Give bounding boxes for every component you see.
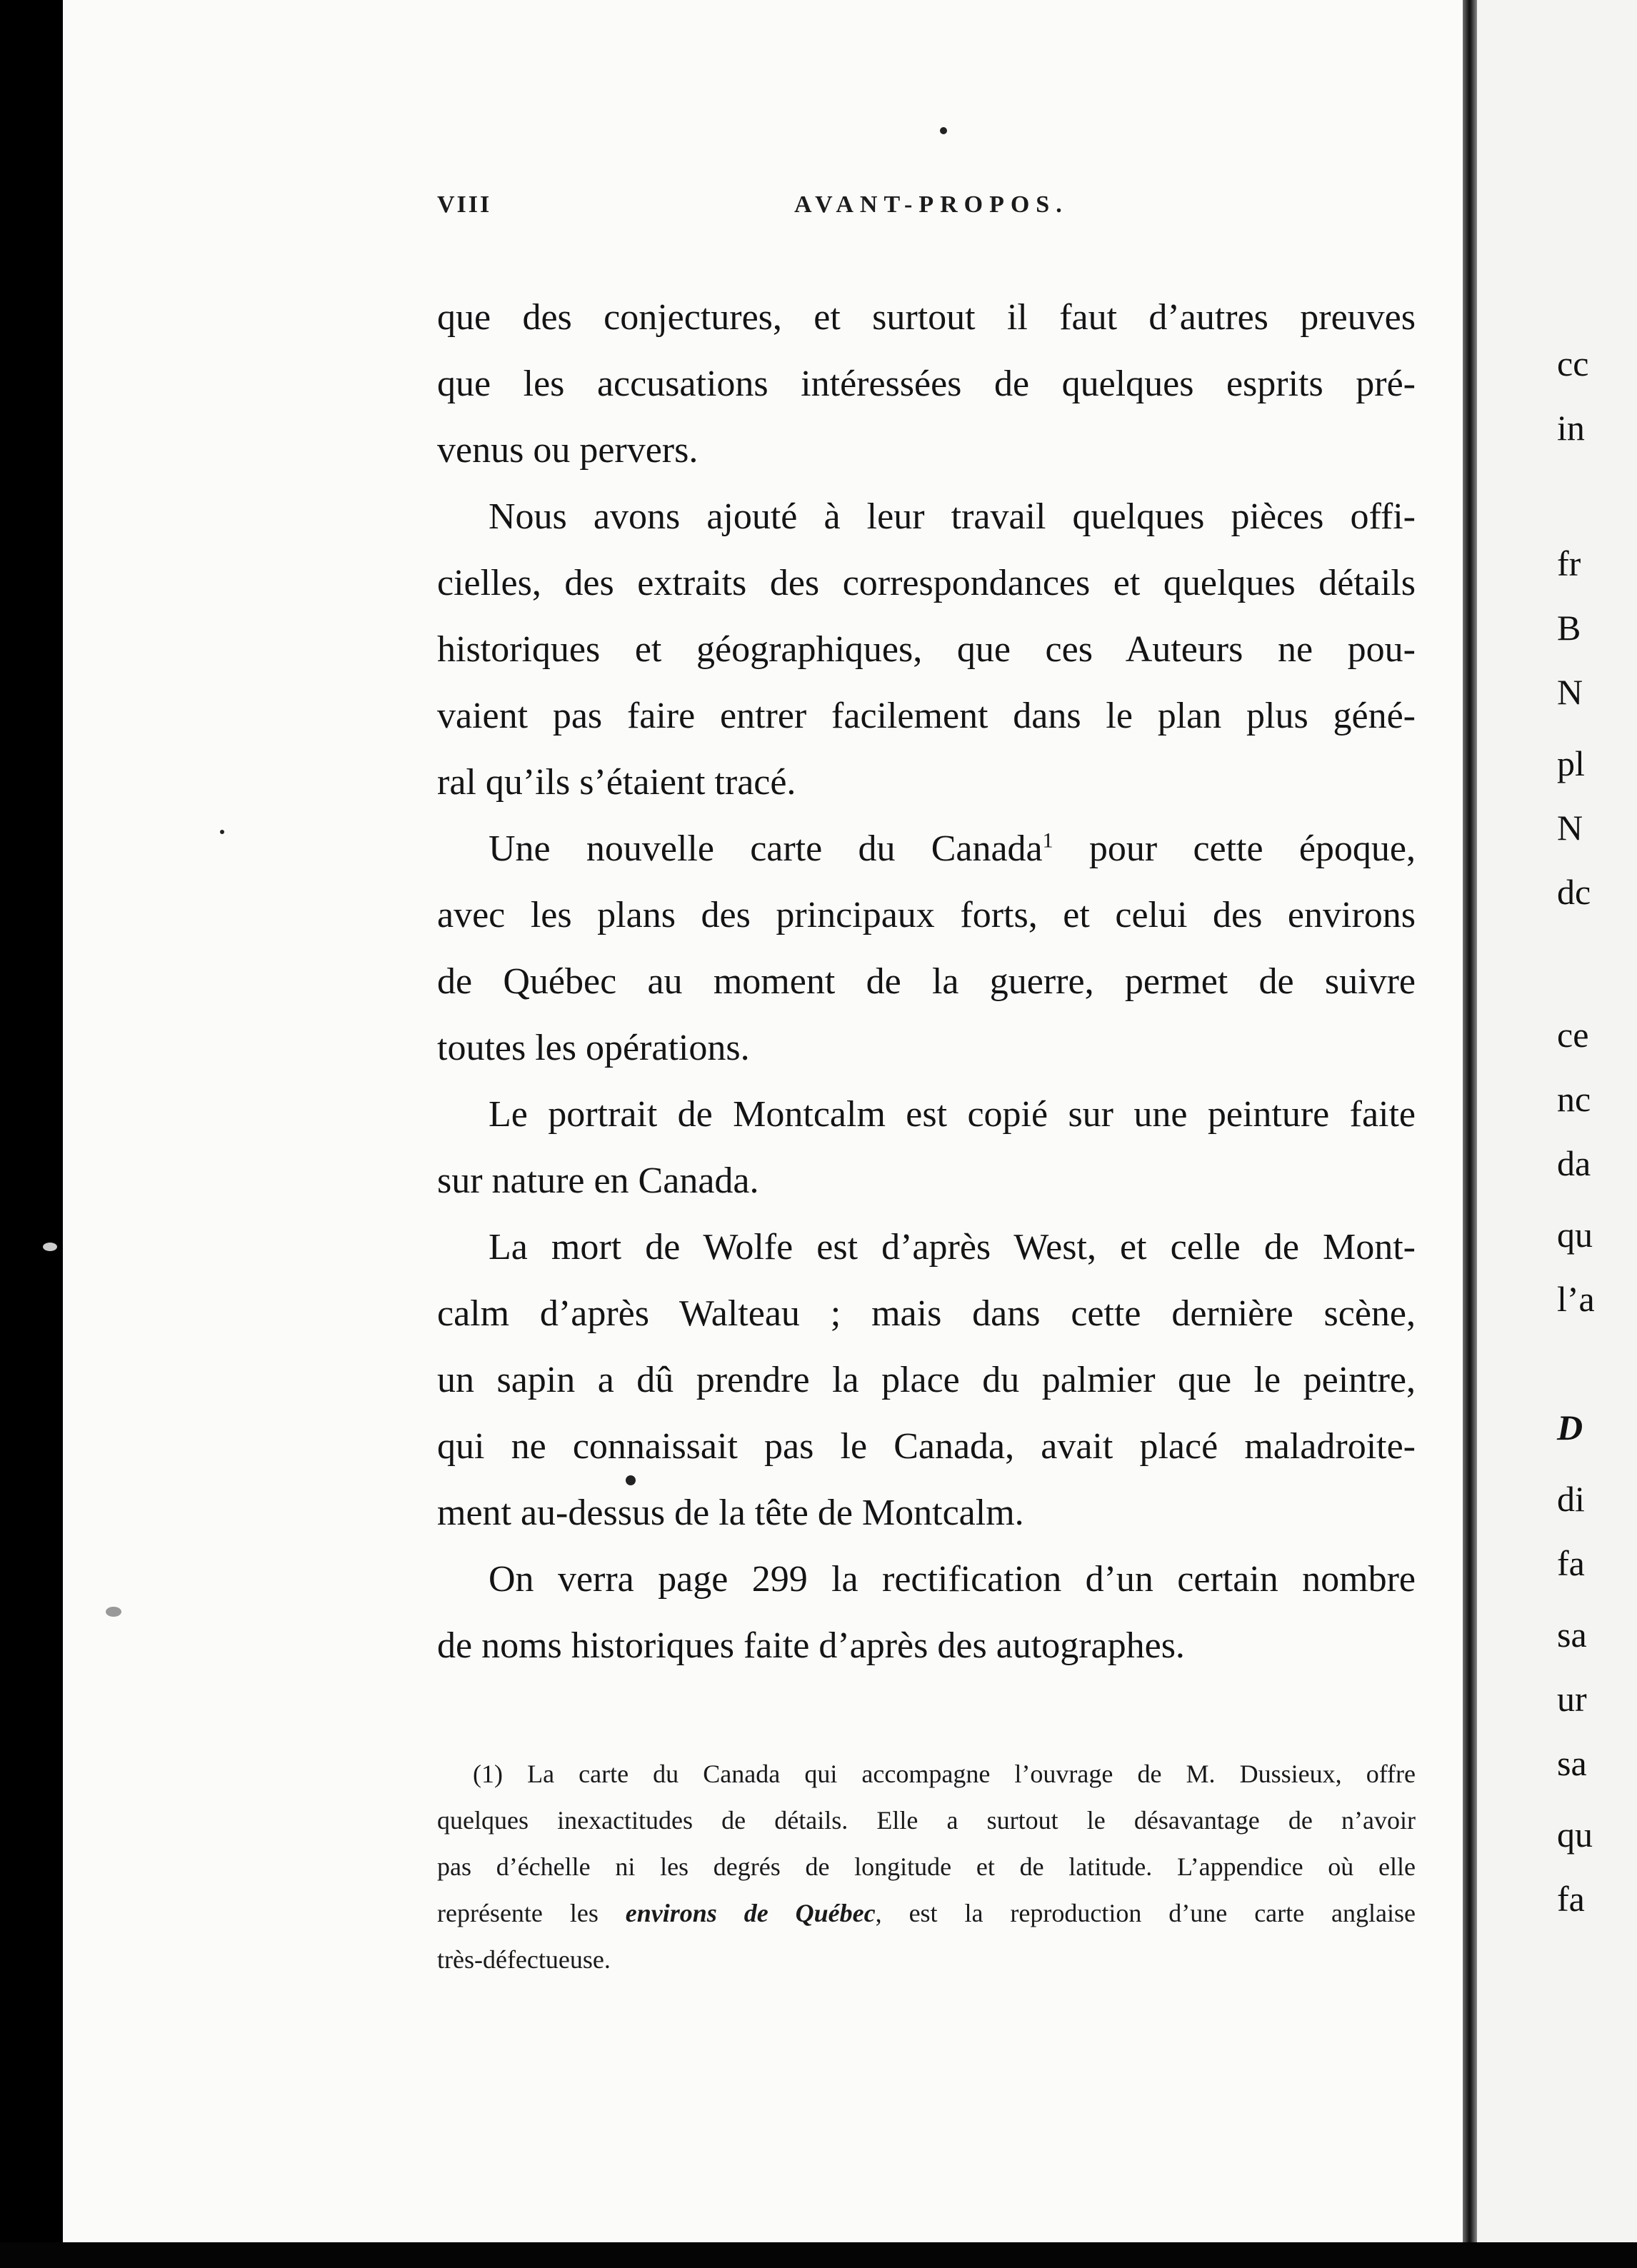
text-fragment: cc (1557, 343, 1589, 383)
text-fragment: sa (1557, 1615, 1587, 1655)
text-line: Nous avons ajouté à leur travail quelques pièces offi- (489, 496, 1416, 537)
text-line: que des conjectures, et surtout il faut d’autres preuves (437, 297, 1416, 338)
footnote-line: pas d’échelle ni les degrés de longitude et de latitude. L’appendice où elle (437, 1852, 1416, 1881)
text-line: venus ou pervers. (437, 430, 699, 471)
text-fragment: N (1557, 672, 1583, 712)
text-fragment: dc (1557, 872, 1591, 912)
text-line: de noms historiques faite d’après des autographes. (437, 1625, 1185, 1666)
text-fragment: l’a (1557, 1279, 1595, 1319)
text-line: que les accusations intéressées de quelques esprits pré- (437, 363, 1416, 404)
text-line: de Québec au moment de la guerre, permet de suivre (437, 961, 1416, 1002)
text-line: Le portrait de Montcalm est copié sur une peinture faite (489, 1094, 1416, 1135)
text-fragment: in (1557, 408, 1585, 448)
text-fragment: sa (1557, 1743, 1587, 1783)
text-fragment: qu (1557, 1815, 1593, 1855)
text-fragment: da (1557, 1143, 1591, 1183)
text-span: , est la reproduction d’une carte anglaise (875, 1899, 1416, 1927)
text-span: pour cette époque, (1088, 828, 1416, 869)
text-line (437, 816, 1416, 882)
text-fragment: D (1557, 1408, 1583, 1447)
emphasis-text: environs de Québec (625, 1899, 876, 1927)
text-fragment: ce (1557, 1015, 1589, 1055)
text-line: calm d’après Walteau ; mais dans cette dernière scène, (437, 1293, 1416, 1334)
text-fragment: N (1557, 808, 1583, 848)
ink-speck (220, 830, 224, 834)
running-head (437, 191, 1416, 234)
text-line: ment au-dessus de la tête de Montcalm. (437, 1492, 1024, 1533)
text-line: toutes les opérations. (437, 1028, 750, 1068)
ink-speck (43, 1243, 57, 1251)
ink-speck (940, 127, 947, 134)
text-span: La carte du Canada qui accompagne l’ouvrage de M. Dussieux, offre (527, 1760, 1416, 1788)
text-fragment: nc (1557, 1079, 1591, 1119)
ink-speck (106, 1607, 121, 1617)
page-gutter (1463, 0, 1477, 2242)
text-line: On verra page 299 la rectification d’un certain nombre (489, 1559, 1416, 1600)
text-line: vaient pas faire entrer facilement dans le plan plus géné- (437, 696, 1416, 736)
text-line: un sapin a dû prendre la place du palmier que le peintre, (437, 1360, 1416, 1400)
text-line: qui ne connaissait pas le Canada, avait placé maladroite- (437, 1426, 1416, 1467)
text-line: cielles, des extraits des correspondances et quelques détails (437, 563, 1416, 603)
text-span: Une nouvelle carte du Canada (489, 828, 1043, 869)
text-fragment: B (1557, 608, 1581, 648)
text-line: La mort de Wolfe est d’après West, et celle de Mont- (489, 1227, 1416, 1268)
text-line: avec les plans des principaux forts, et celui des environs (437, 895, 1416, 935)
running-title: AVANT-PROPOS. (794, 191, 1068, 218)
footnote (437, 1751, 1416, 1983)
text-fragment: fr (1557, 543, 1581, 583)
text-fragment: di (1557, 1479, 1585, 1519)
ink-speck (626, 1475, 636, 1485)
text-fragment: qu (1557, 1215, 1593, 1255)
footnote-line: quelques inexactitudes de détails. Elle a surtout le désavantage de n’avoir (437, 1806, 1416, 1835)
text-line: historiques et géographiques, que ces Auteurs ne pou- (437, 629, 1416, 670)
footnote-line (437, 1890, 1416, 1937)
footnote-marker: (1) (473, 1760, 503, 1788)
text-line: ral qu’ils s’étaient tracé. (437, 762, 796, 803)
text-fragment: ur (1557, 1679, 1587, 1719)
text-span: représente les (437, 1899, 599, 1927)
body-text (437, 284, 1416, 1679)
footnote-reference: 1 (1042, 828, 1053, 853)
footnote-line: très-défectueuse. (437, 1945, 611, 1974)
page-number: VIII (437, 191, 492, 218)
scan-bottom-edge (0, 2242, 1637, 2268)
footnote-line (437, 1751, 1416, 1797)
text-line: sur nature en Canada. (437, 1160, 759, 1201)
text-fragment: pl (1557, 743, 1585, 783)
text-fragment: fa (1557, 1879, 1585, 1919)
text-fragment: fa (1557, 1543, 1585, 1583)
